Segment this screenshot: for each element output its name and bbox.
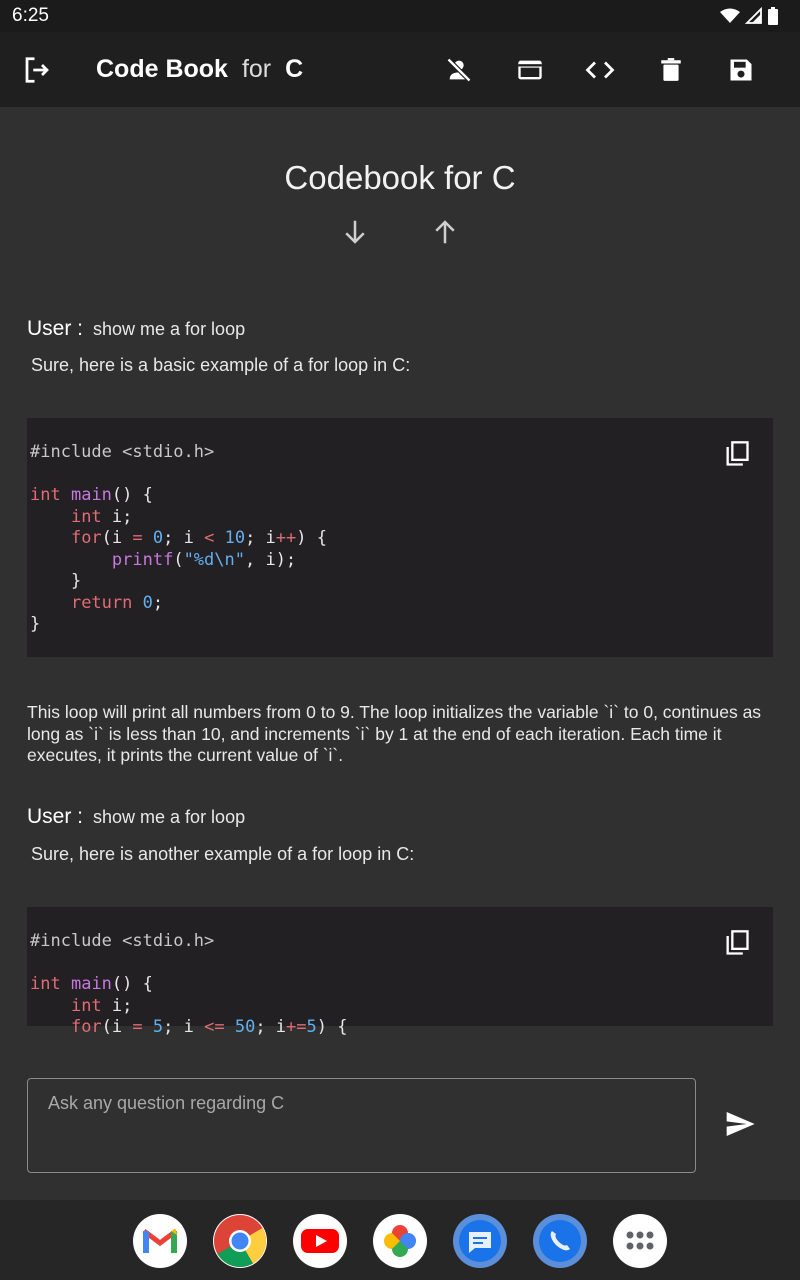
code-operator: < [204, 528, 215, 548]
code-operator: ++ [275, 528, 297, 548]
code-number: 0 [142, 592, 153, 613]
person-off-button[interactable] [431, 32, 487, 107]
code-block [27, 418, 773, 657]
scroll-up-button[interactable] [430, 217, 460, 252]
user-message-row [27, 805, 245, 829]
user-message-row [27, 317, 245, 341]
status-bar [0, 0, 800, 32]
app-title [96, 32, 303, 107]
code-number: 50 [234, 1017, 256, 1037]
save-icon [727, 56, 755, 84]
arrow-up-icon [430, 217, 460, 247]
question-input[interactable] [48, 1093, 668, 1114]
status-icons [720, 7, 778, 25]
code-content [30, 442, 327, 636]
code-line: int main() { [30, 485, 153, 505]
dock-app-youtube[interactable] [293, 1214, 347, 1268]
dock-app-chrome[interactable] [213, 1214, 267, 1268]
phone-icon [537, 1218, 583, 1264]
messages-icon [457, 1218, 503, 1264]
code-function: main [70, 974, 112, 994]
reply-intro: Sure, here is a basic example of a for loop in C: [31, 355, 411, 375]
reply-explanation: This loop will print all numbers from 0 to 9. The loop initializes the variable `i` to 0, continues as long as `i` is less than 10, and increments `i` by 1 at the end of each iteration. Each time it executes, it prints the current value of `i`. [27, 702, 762, 765]
send-icon [724, 1108, 756, 1140]
page-heading: Codebook for C [284, 159, 516, 196]
code-keyword: int [70, 506, 102, 527]
app-drawer-icon [625, 1230, 655, 1252]
app-title-main: Code Book [96, 55, 228, 83]
dock-app-drawer[interactable] [613, 1214, 667, 1268]
code-keyword: for [70, 528, 102, 548]
status-time: 6:25 [12, 5, 49, 26]
code-line: int i; [70, 506, 133, 527]
code-line: } [30, 614, 41, 634]
code-keyword: int [70, 995, 102, 1016]
app-dock [0, 1200, 800, 1280]
code-operator: = [132, 528, 143, 548]
reply-intro: Sure, here is another example of a for loop in C: [31, 844, 415, 864]
code-string: "%d\n" [183, 549, 245, 570]
user-label: User : [27, 805, 84, 828]
card-icon [516, 56, 544, 84]
youtube-icon [301, 1227, 339, 1255]
code-number: 5 [152, 1017, 164, 1037]
code-operator: <= [204, 1017, 225, 1037]
code-number: 10 [224, 528, 246, 548]
chrome-icon [214, 1215, 266, 1267]
code-operator: = [132, 1017, 143, 1037]
wifi-icon [720, 8, 740, 24]
copy-code-button[interactable] [721, 927, 753, 959]
delete-button[interactable] [643, 32, 699, 107]
chat-content[interactable] [0, 107, 800, 1200]
user-label: User : [27, 317, 84, 340]
code-line: #include <stdio.h> [30, 931, 215, 951]
code-content [30, 931, 347, 1039]
code-number: 0 [152, 528, 164, 548]
app-title-language: C [285, 55, 304, 83]
copy-icon [723, 929, 751, 957]
code-line: return 0; [70, 592, 164, 613]
code-block [27, 907, 773, 1037]
dock-app-phone[interactable] [533, 1214, 587, 1268]
code-icon [585, 55, 615, 85]
code-keyword: return [70, 592, 133, 613]
exit-icon [22, 55, 52, 85]
delete-icon [658, 56, 684, 84]
dock-app-photos[interactable] [373, 1214, 427, 1268]
code-line: int i; [70, 995, 133, 1016]
dock-app-messages[interactable] [453, 1214, 507, 1268]
copy-icon [723, 440, 751, 468]
copy-code-button[interactable] [721, 438, 753, 470]
code-line: for(i = 5; i <= 50; i+=5) { [70, 1017, 348, 1037]
code-line: int main() { [30, 974, 153, 994]
code-line: #include <stdio.h> [30, 442, 215, 462]
question-input-box[interactable] [27, 1078, 696, 1173]
exit-button[interactable] [9, 32, 65, 107]
save-button[interactable] [713, 32, 769, 107]
dock-app-gmail[interactable] [133, 1214, 187, 1268]
user-message: show me a for loop [93, 319, 246, 339]
person-off-icon [445, 56, 473, 84]
code-operator: += [286, 1017, 307, 1037]
signal-icon [746, 8, 762, 24]
photos-icon [380, 1221, 420, 1261]
code-line: printf("%d\n", i); [111, 549, 297, 570]
code-keyword: for [70, 1017, 102, 1037]
send-button[interactable] [716, 1100, 764, 1148]
code-function: printf [111, 549, 174, 570]
card-button[interactable] [502, 32, 558, 107]
user-message: show me a for loop [93, 807, 246, 827]
code-line: } [30, 571, 82, 591]
code-number: 5 [306, 1017, 317, 1037]
gmail-icon [142, 1227, 178, 1255]
code-button[interactable] [572, 32, 628, 107]
code-keyword: int [30, 485, 61, 505]
app-bar [0, 32, 800, 107]
scroll-down-button[interactable] [340, 217, 370, 252]
code-function: main [70, 485, 112, 505]
code-keyword: int [30, 974, 61, 994]
app-title-for: for [241, 55, 272, 83]
battery-icon [768, 7, 778, 25]
code-line: for(i = 0; i < 10; i++) { [70, 528, 327, 548]
arrow-down-icon [340, 217, 370, 247]
